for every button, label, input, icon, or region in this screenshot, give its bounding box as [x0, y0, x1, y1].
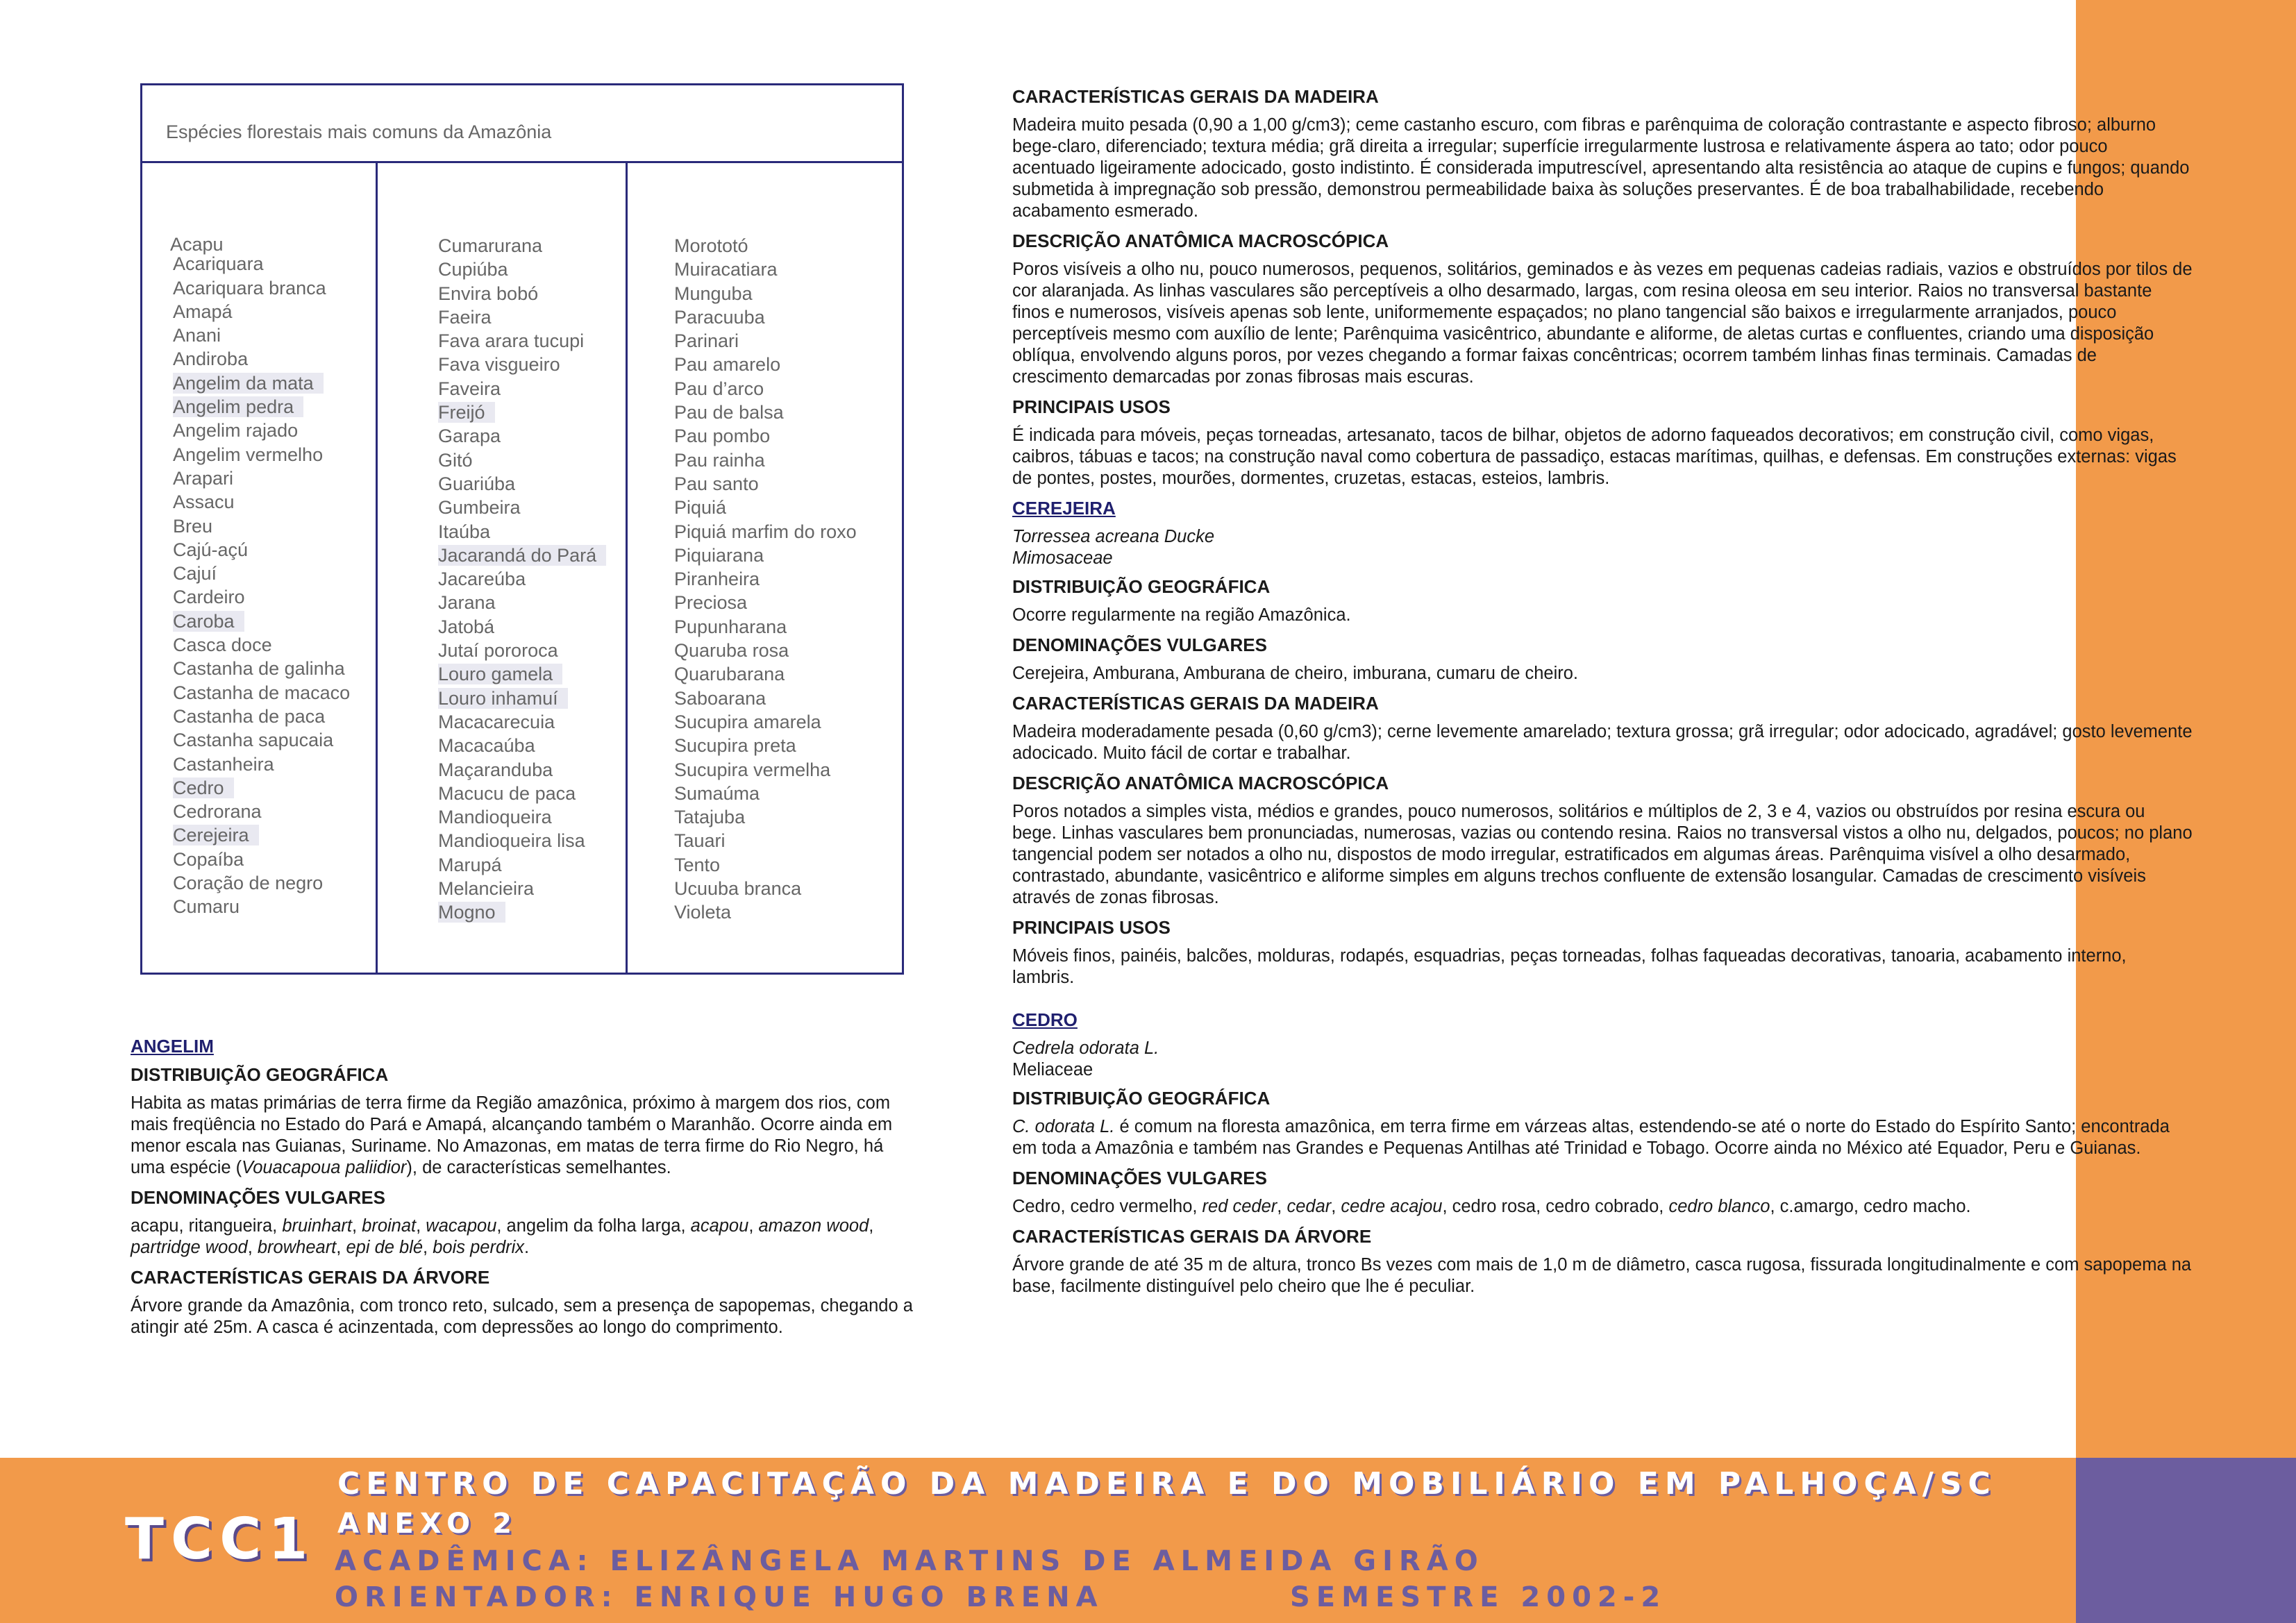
species-list-item: Itaúba [438, 521, 491, 542]
section-heading: CARACTERÍSTICAS GERAIS DA MADEIRA [1012, 693, 1379, 714]
paragraph: Cerejeira, Amburana, Amburana de cheiro, imburana, cumaru de cheiro. [1012, 664, 1579, 683]
species-list-item: Melancieira [438, 878, 535, 900]
species-list-item: Cerejeira [173, 823, 350, 847]
species-list-item: Cumaru [173, 896, 240, 918]
species-list-item: Pau santo [674, 473, 759, 494]
species-list-item: Quaruba rosa [674, 640, 789, 662]
paragraph: Madeira moderadamente pesada (0,60 g/cm3); cerne levemente amarelado; textura grossa; grã irregular; odor adocicado, agradável; gosto levemente adocicado. Muito fácil de cortar e trabalhar. [1012, 722, 2193, 763]
species-list-item: Marupá [438, 854, 502, 875]
species-list-item: Sucupira amarela [674, 711, 821, 732]
section-heading: PRINCIPAIS USOS [1012, 917, 1171, 938]
paragraph: Árvore grande de até 35 m de altura, tronco Bs vezes com mais de 1,0 m de diâmetro, casca rugosa, fissurada longitudinalmente e com sapopema na base, facilmente distinguível pelo cheiro que lhe é peculiar. [1012, 1255, 2192, 1296]
section-heading: DISTRIBUIÇÃO GEOGRÁFICA [1012, 1088, 1271, 1109]
species-list-item: Angelim pedra [173, 395, 350, 419]
species-list-item: Piquiá [674, 497, 727, 519]
species-title-cedro[interactable]: CEDRO [1012, 1009, 1078, 1030]
species-list-item: Cupiúba [438, 259, 508, 280]
species-list-item: Sumaúma [674, 782, 760, 804]
species-list-item: Jarana [438, 592, 496, 614]
species-list-item: Caroba [173, 609, 350, 633]
species-list-item: Cajuí [173, 563, 217, 585]
species-list-item: Copaíba [173, 848, 244, 870]
species-list-item: Piranheira [674, 569, 760, 590]
species-column-1 [170, 233, 351, 919]
species-list-item: Gumbeira [438, 497, 521, 519]
paragraph: Móveis finos, painéis, balcões, molduras, rodapés, esquadrias, peças torneadas, folhas faqueadas decorativas, tanoaria, acabamento interno, lambris. [1012, 946, 2127, 987]
species-list-item: Tauari [674, 830, 726, 852]
species-list-item: Freijó [438, 401, 606, 424]
species-list-item: Parinari [674, 330, 739, 352]
species-list-item: Quarubarana [674, 664, 785, 685]
species-list-item: Castanha de macaco [173, 682, 351, 703]
species-list-item: Anani [173, 325, 221, 346]
section-heading: DENOMINAÇÕES VULGARES [131, 1187, 385, 1208]
scientific-name: Cedrela odorata L. [1012, 1038, 1159, 1058]
species-list-item: Fava visgueiro [438, 354, 560, 376]
species-list-item: Cumarurana [438, 235, 543, 256]
section-heading: CARACTERÍSTICAS GERAIS DA ÁRVORE [1012, 1226, 1372, 1247]
species-list-item: Piquiarana [674, 544, 764, 566]
species-list-item: Cardeiro [173, 587, 245, 608]
species-list-item: Acapu [170, 234, 224, 255]
footer-anexo: ANEXO 2 [337, 1508, 518, 1540]
species-list-item: Pau pombo [674, 426, 771, 447]
species-list-item: Envira bobó [438, 283, 539, 304]
species-list-item: Casca doce [173, 634, 272, 656]
paragraph: Madeira muito pesada (0,90 a 1,00 g/cm3); ceme castanho escuro, com fibras e parênquima de coloração contrastante e aspecto fibroso; alburno bege-claro, diferenciado; textura média; grã direita a irregular; superfície irregularmente lustrosa e relativamente áspera ao tato; odor pouco acentuado ligeiramente adocicado, gosto indistinto. É considerada imputrescível, apresentando alta resistência ao ataque de cupins e fungos; quando submetida à impregnação sob pressão, demonstrou permeabilidade baixa às soluções preservantes. É de boa trabalhabilidade, recebendo acabamento esmerado. [1012, 115, 2190, 221]
paragraph: Habita as matas primárias de terra firme da Região amazônica, próximo à margem dos rios, com mais freqüência no Estado do Pará e Amapá, alcançando também o Maranhão. Ocorre ainda em menor escala nas Guianas, Suriname. No Amazonas, em matas de terra firme do Rio Negro, há uma espécie (Vouacapoua paliidior), de características semelhantes. [131, 1093, 893, 1177]
paragraph: É indicada para móveis, peças torneadas, artesanato, tacos de bilhar, objetos de adorno faqueados decorativos; em construção civil, como vigas, caibros, tábuas e tacos; na construção naval como cobertura de passadiço, estacas marítimas, quilhas, e defensas. Em construções externas: vigas de pontes, postes, mourões, dormentes, cruzetas, estacas, esteios, lambris. [1012, 426, 2177, 488]
table-title: Espécies florestais mais comuns da Amazônia [166, 121, 552, 142]
species-list-item: Pau rainha [674, 449, 765, 471]
scientific-name: Torressea acreana Ducke [1012, 527, 1215, 546]
tcc-logo: TCC1 [125, 1506, 315, 1572]
species-list-item: Pau d’arco [674, 378, 764, 399]
species-list-item: Pupunharana [674, 616, 787, 637]
paragraph: Árvore grande da Amazônia, com tronco reto, sulcado, sem a presença de sapopemas, chegando a atingir até 25m. A casca é acinzentada, com depressões ao longo do comprimento. [131, 1296, 913, 1337]
species-list-item: Fava arara tucupi [438, 330, 585, 352]
species-list-item: Arapari [173, 467, 234, 489]
family-name: Mimosaceae [1012, 548, 1113, 568]
species-list-item: Cedro [173, 776, 350, 800]
species-list-item: Piquiá marfim do roxo [674, 521, 857, 542]
species-list-item: Tento [674, 854, 721, 875]
species-list-item: Castanha sapucaia [173, 730, 334, 751]
species-list-item: Tatajuba [674, 807, 746, 828]
species-table [140, 83, 904, 975]
footer-title: CENTRO DE CAPACITAÇÃO DA MADEIRA E DO MOBILIÁRIO EM PALHOÇA/SC [337, 1466, 1997, 1502]
species-list-item: Acariquara branca [173, 277, 326, 298]
section-heading: CARACTERÍSTICAS GERAIS DA ÁRVORE [131, 1267, 490, 1288]
species-list-item: Gitó [438, 449, 473, 471]
species-list-item: Mandioqueira lisa [438, 830, 585, 852]
species-list-item: Faveira [438, 378, 501, 399]
species-list-item: Faeira [438, 306, 492, 328]
species-list-item: Cajú-açú [173, 539, 249, 560]
species-list-item: Preciosa [674, 592, 748, 614]
right-column [1012, 86, 2193, 1306]
section-heading: DESCRIÇÃO ANATÔMICA MACROSCÓPICA [1012, 773, 1389, 793]
species-list-item: Macacarecuia [438, 711, 555, 732]
species-column-3 [674, 234, 857, 925]
species-list-item: Acariquara [173, 253, 264, 275]
species-list-item: Jutaí pororoca [438, 640, 558, 662]
species-list-item: Paracuuba [674, 306, 765, 328]
species-list-item: Breu [173, 515, 213, 537]
species-list-item: Castanheira [173, 753, 274, 775]
section-heading: DISTRIBUIÇÃO GEOGRÁFICA [131, 1064, 389, 1085]
species-list-item: Munguba [674, 283, 753, 304]
species-list-item: Mogno [438, 900, 606, 924]
paragraph: Poros notados a simples vista, médios e grandes, pouco numerosos, solitários e múltiplos de 2, 3 e 4, vazios ou obstruídos por resina escura ou bege. Linhas vasculares bem pronunciadas, numerosas, vazias ou contendo resina. Raios no transversal vistos a olho nu, delgados, poucos; no plano tangencial podem ser notados a olho nu, dispostos de modo irregular, estratificados em algumas áreas. Parênquima visível a olho desarmado, contrastado, abundante, vasicêntrico e aliforme simples em alguns trechos confluente de extensão losangular. Camadas de crescimento visíveis através de zonas fibrosas. [1012, 802, 2193, 907]
paragraph: C. odorata L. é comum na floresta amazônica, em terra firme em várzeas altas, estendendo-se até o norte do Estado do Espírito Santo; encontrada em toda a Amazônia e também nas Grandes e Pequenas Antilhas até Trinidad e Tobago. Ocorre ainda no México até Equador, Peru e Guianas. [1012, 1117, 2170, 1158]
footer-corner [2076, 1458, 2296, 1623]
species-list-item: Muiracatiara [674, 259, 778, 280]
species-list-item: Guariúba [438, 473, 516, 494]
section-heading: DENOMINAÇÕES VULGARES [1012, 634, 1267, 655]
species-list-item: Cedrorana [173, 801, 262, 823]
table-header [142, 85, 902, 163]
species-list-item: Andiroba [173, 348, 249, 370]
species-title-cerejeira[interactable]: CEREJEIRA [1012, 498, 1116, 519]
species-list-item: Sucupira preta [674, 735, 796, 757]
paragraph: Poros visíveis a olho nu, pouco numerosos, pequenos, solitários, geminados e às vezes em pequenas cadeias radiais, vazios e obstruídos por tilos de cor alaranjada. As linhas vasculares são perceptíveis a olho desarmado, largas, com resina oleosa em seu interior. Raios no transversal bastante finos e numerosos, visíveis apenas sob lente, uniformemente espaçados; no plano tangencial são baixos e irregularmente arranjados, pouco perceptíveis mesmo com auxílio de lente; Parênquima vasicêntrico, abundante e aliforme, de aletas curtas e confluentes, criando uma disposição oblíqua, envolvendo alguns poros, por vezes chegando a formar faixas concêntricas; ocorrem também linhas finas terminais. Camadas de crescimento demarcadas por zonas fibrosas mais escuras. [1012, 260, 2193, 387]
species-title-angelim[interactable]: ANGELIM [131, 1036, 214, 1057]
section-heading: DENOMINAÇÕES VULGARES [1012, 1168, 1267, 1188]
table-divider [626, 163, 628, 973]
section-heading: PRINCIPAIS USOS [1012, 396, 1171, 417]
table-divider [376, 163, 378, 973]
species-list-item: Louro inhamuí [438, 687, 606, 710]
species-list-item: Pau amarelo [674, 354, 781, 376]
species-list-item: Macacaúba [438, 735, 535, 757]
species-list-item: Maçaranduba [438, 759, 553, 780]
species-list-item: Mandioqueira [438, 807, 552, 828]
section-heading: CARACTERÍSTICAS GERAIS DA MADEIRA [1012, 86, 1379, 107]
species-list-item: Jatobá [438, 616, 495, 637]
species-list-item: Angelim da mata [173, 371, 350, 395]
species-column-2 [438, 234, 606, 925]
family-name: Meliaceae [1012, 1060, 1093, 1079]
paragraph: acapu, ritangueira, bruinhart, broinat, wacapou, angelim da folha larga, acapou, amazon wood, partridge wood, browheart, epi de blé, bois perdrix. [131, 1216, 874, 1257]
footer-orientador: ORIENTADOR: ENRIQUE HUGO BRENA [335, 1581, 1104, 1613]
species-list-item: Ucuuba branca [674, 878, 802, 900]
species-list-item: Louro gamela [438, 662, 606, 686]
section-heading: DESCRIÇÃO ANATÔMICA MACROSCÓPICA [1012, 230, 1389, 251]
species-list-item: Violeta [674, 902, 732, 923]
species-list-item: Jacarandá do Pará [438, 544, 606, 567]
species-list-item: Jacareúba [438, 569, 526, 590]
species-list-item: Garapa [438, 426, 501, 447]
species-list-item: Coração de negro [173, 873, 324, 894]
species-list-item: Pau de balsa [674, 402, 784, 423]
species-list-item: Angelim rajado [173, 420, 299, 442]
angelim-section [131, 1036, 922, 1347]
footer-academica: ACADÊMICA: ELIZÂNGELA MARTINS DE ALMEIDA GIRÃO [335, 1545, 1484, 1577]
species-list-item: Assacu [173, 491, 235, 513]
species-list-item: Sucupira vermelha [674, 759, 831, 780]
footer-semestre: SEMESTRE 2002-2 [1290, 1581, 1667, 1613]
species-list-item: Castanha de paca [173, 705, 326, 727]
species-list-item: Morototó [674, 235, 748, 256]
species-list-item: Macucu de paca [438, 782, 576, 804]
species-list-item: Angelim vermelho [173, 444, 324, 465]
section-heading: DISTRIBUIÇÃO GEOGRÁFICA [1012, 576, 1271, 597]
species-list-item: Amapá [173, 301, 233, 322]
paragraph: Cedro, cedro vermelho, red ceder, cedar, cedre acajou, cedro rosa, cedro cobrado, cedro blanco, c.amargo, cedro macho. [1012, 1197, 1971, 1216]
species-list-item: Castanha de galinha [173, 658, 345, 680]
paragraph: Ocorre regularmente na região Amazônica. [1012, 605, 1351, 625]
species-list-item: Saboarana [674, 687, 766, 709]
